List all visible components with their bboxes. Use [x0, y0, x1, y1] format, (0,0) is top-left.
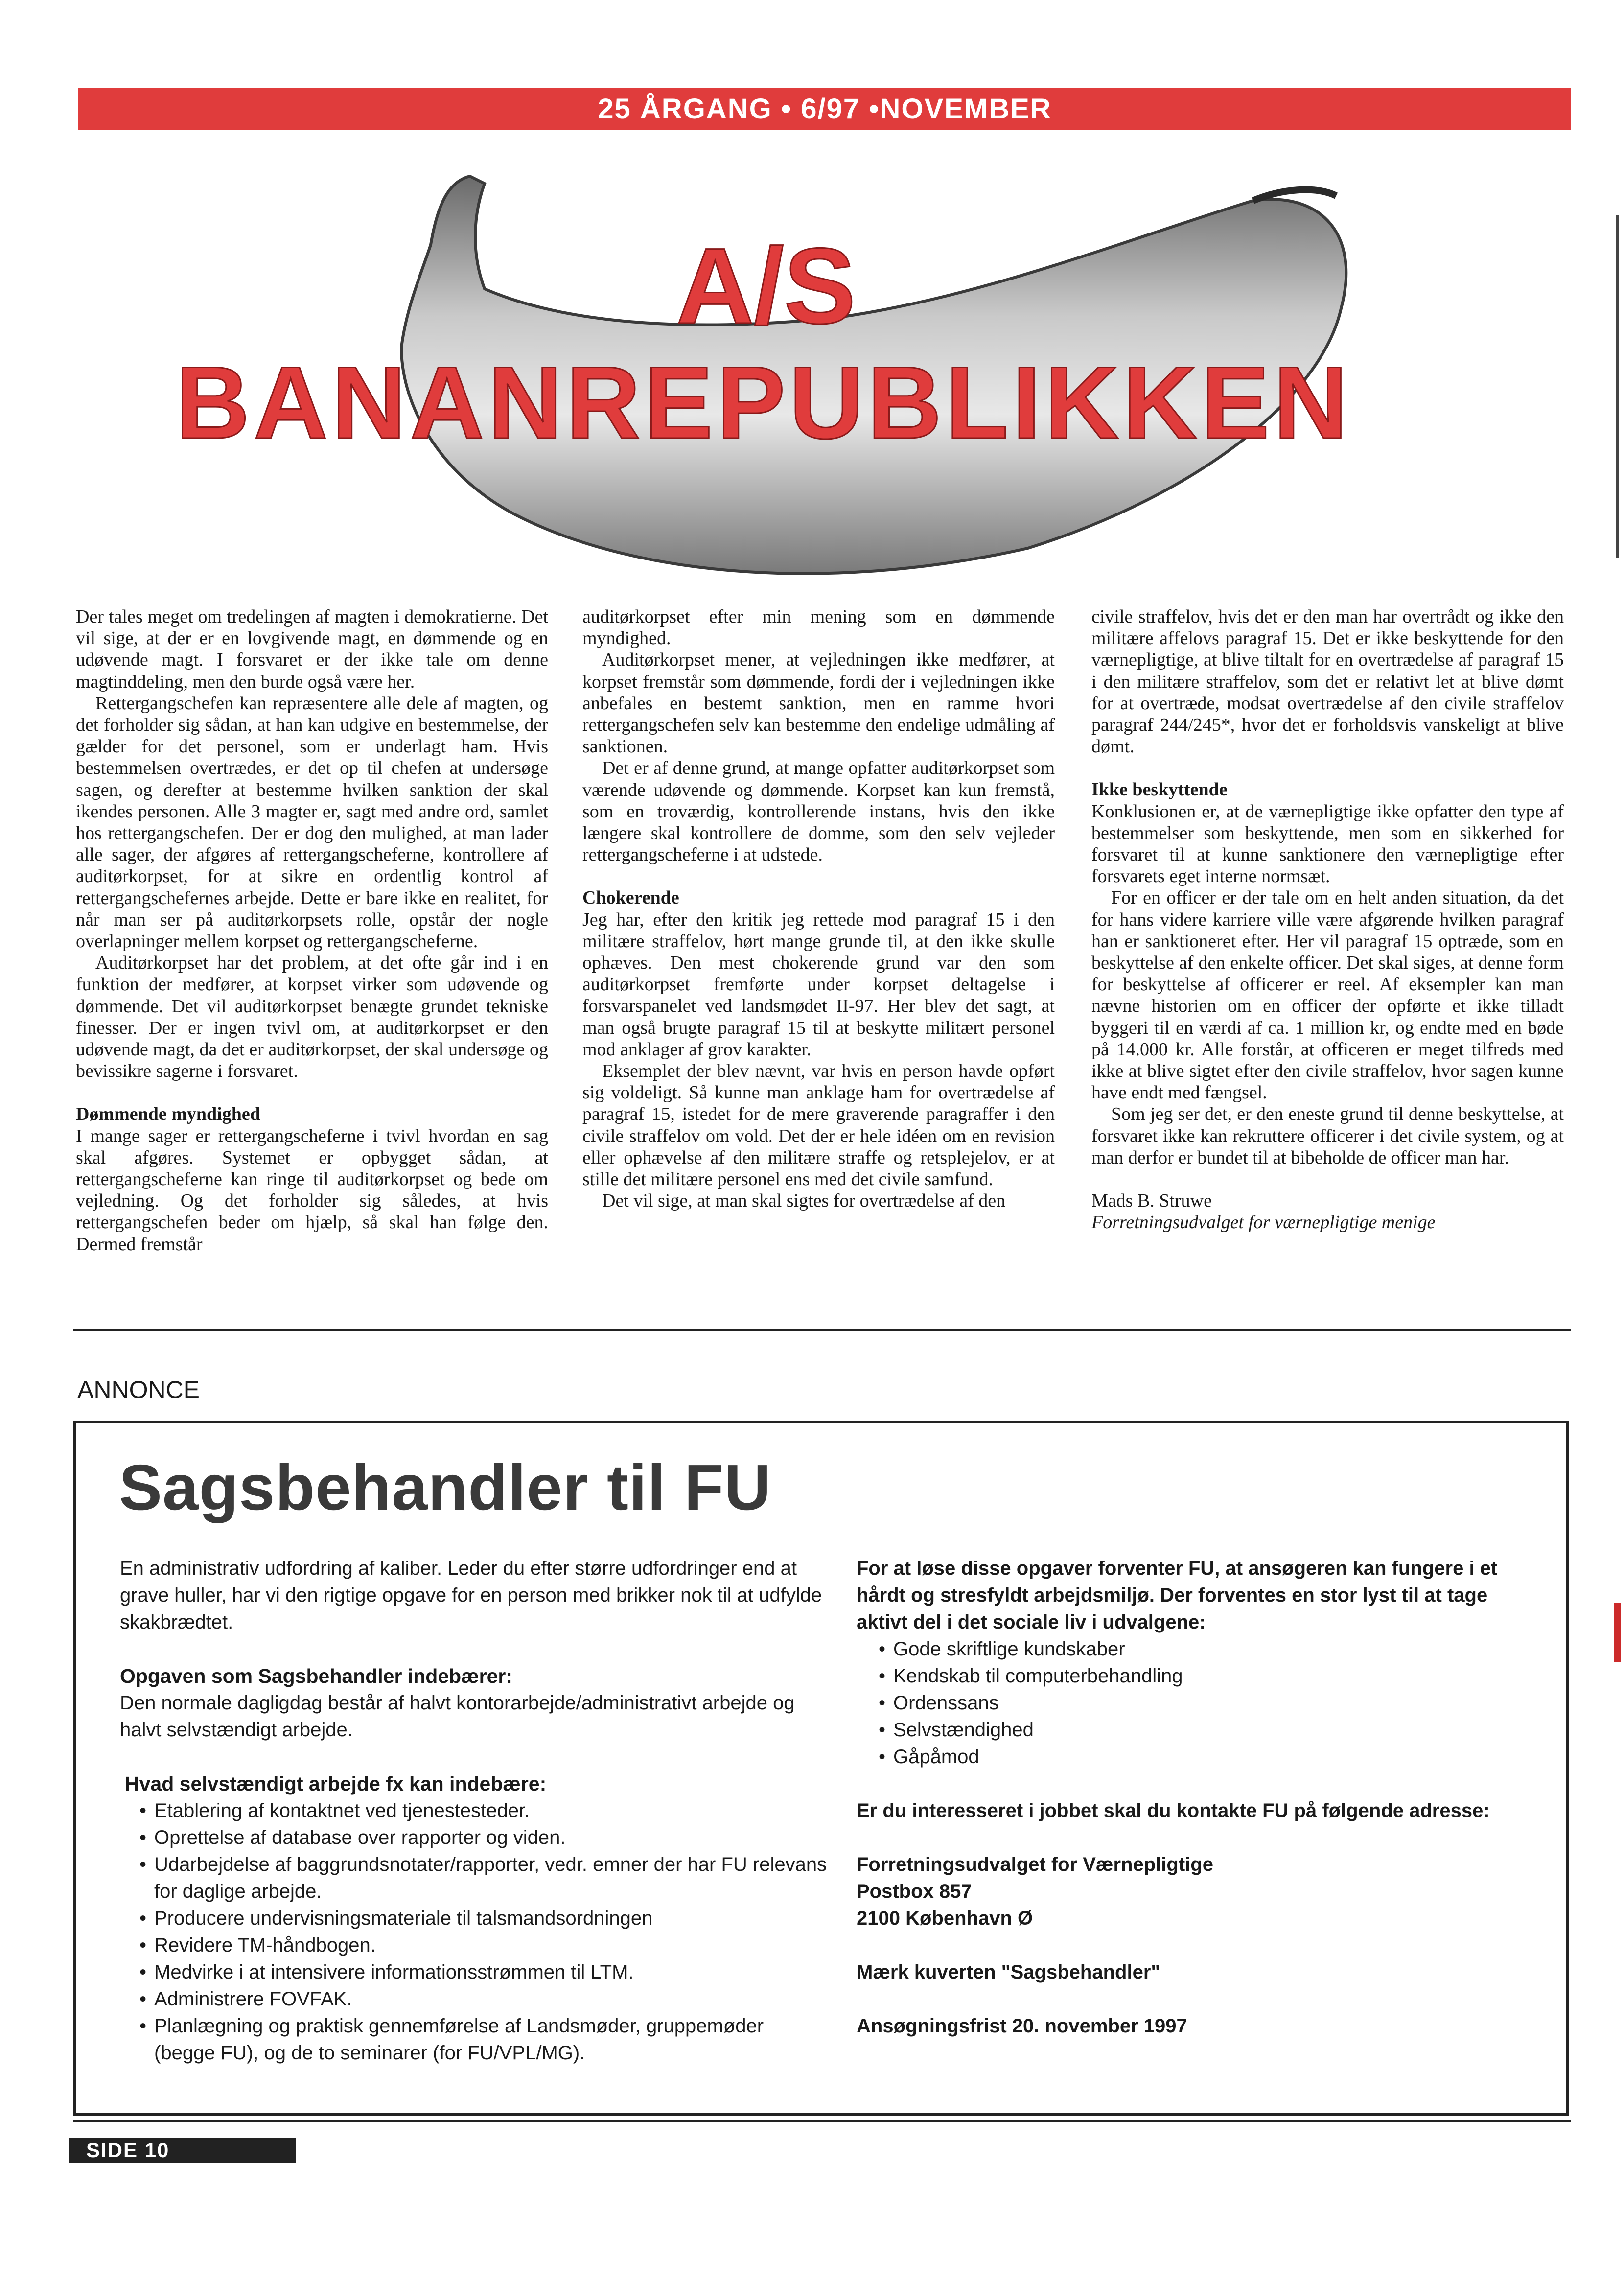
ad-subheading: Hvad selvstændigt arbejde fx kan indebære:: [125, 1772, 547, 1795]
paragraph: Auditørkorpset mener, at vejledningen ikke medfører, at korpset fremstår som dømmende, fordi der i vejledningen ikke anbefales en bestemt sanktion, men en ramme hvori rettergangschefen selv kan bestemme den endelige udmåling af sanktionen.: [582, 650, 1055, 757]
author-role: Forretningsudvalget for værnepligtige menige: [1091, 1212, 1436, 1233]
address-line: 2100 København Ø: [857, 1908, 1033, 1929]
list-item: • Producere undervisningsmateriale til talsmandsordningen: [139, 1905, 830, 1932]
list-item: • Revidere TM-håndbogen.: [139, 1932, 830, 1959]
ad-right-column: [857, 1555, 1532, 2040]
list-item: • Planlægning og praktisk gennemførelse af Landsmøder, gruppemøder (begge FU), og de to seminarer (for FU/VPL/MG).: [139, 2013, 830, 2067]
requirements-intro: For at løse disse opgaver forventer FU, at ansøgeren kan fungere i et hårdt og stresfyldt arbejdsmiljø. Der forventes en stor lyst til at tage aktivt del i det sociale liv i udvalgene:: [857, 1558, 1498, 1633]
article-column-1: [76, 606, 548, 1255]
ad-paragraph: Den normale dagligdag består af halvt kontorarbejde/administrativt arbejde og halvt selvstændigt arbejde.: [120, 1692, 795, 1741]
paragraph: Der tales meget om tredelingen af magten i demokratierne. Det vil sige, at der er en lovgivende magt, en dømmende og en udøvende magt. I forsvaret er der ikke tale om denne magtinddeling, men den burde også være her.: [76, 606, 548, 692]
paragraph: Eksemplet der blev nævnt, var hvis en person havde opført sig voldeligt. Så kunne man anklage ham for overtrædelse af paragraf 15, istedet for de mere graverende paragraffer i den civile straffelov om vold. Det der er hele idéen om en revision eller ophævelse af den militære straffe og retsplejelov, er at stille det militære personel ens med det civile samfund.: [582, 1061, 1055, 1190]
edge-mark: [1616, 215, 1619, 558]
page-number-tab: SIDE 10: [69, 2138, 296, 2163]
paragraph: I mange sager er rettergangscheferne i tvivl hvordan en sag skal afgøres. Systemet er opbygget sådan, at rettergangscheferne kan ringe til auditørkorpset og bede om vejledning. Og det forholder sig således, at hvis rettergangschefen beder om hjælp, så skal han følge den. Dermed fremstår: [76, 1125, 548, 1255]
article-column-2: [582, 606, 1055, 1211]
headline-line1: A/S: [676, 226, 856, 346]
envelope-note: Mærk kuverten "Sagsbehandler": [857, 1961, 1160, 1983]
subheading: Chokerende: [582, 887, 679, 909]
list-item: • Oprettelse af database over rapporter og viden.: [139, 1824, 830, 1851]
paragraph: Konklusionen er, at de værnepligtige ikke opfatter den type af bestemmelser som beskyttende, men som en sikkerhed for forsvaret til at kunne sanktionere den værnepligtige efter forsvarets eget interne normsæt.: [1091, 801, 1564, 887]
paragraph: For en officer er der tale om en helt anden situation, da det for hans videre karriere ville være afgørende hvilken paragraf han er sanktioneret efter. Her vil paragraf 15 optræde, som en beskyttelse af den enkelte officer. Det skal siges, at denne form for beskyttelse af officerer er reel. Af eksempler kan man nævne historien om en officer der opførte et ikke tilladt byggeri til en værdi af ca. 1 million kr, og endte med en bøde på 14.000 kr. Alle forstår, at officeren er meget tilfreds med ikke at blive sigtet efter den civile straffelov, hvor sagen kunne have endt med fængsel.: [1091, 887, 1564, 1103]
author-name: Mads B. Struwe: [1091, 1190, 1212, 1211]
edge-mark: [1614, 1603, 1621, 1662]
paragraph: Som jeg ser det, er den eneste grund til denne beskyttelse, at forsvaret ikke kan rekruttere officerer i det civile system, og at man derfor er bundet til at bibeholde de officer man har.: [1091, 1104, 1564, 1168]
list-item: • Medvirke i at intensivere informationsstrømmen til LTM.: [139, 1959, 830, 1986]
ad-title: Sagsbehandler til FU: [119, 1451, 771, 1523]
list-item: • Gode skriftlige kundskaber: [879, 1636, 1532, 1663]
list-item: • Gåpåmod: [879, 1744, 1532, 1770]
list-item: • Kendskab til computerbehandling: [879, 1663, 1532, 1690]
ad-left-column: [120, 1555, 830, 2067]
paragraph: auditørkorpset efter min mening som en dømmende myndighed.: [582, 606, 1055, 649]
headline-line2: BANANREPUBLIKKEN: [175, 345, 1352, 460]
bottom-rule: [73, 2120, 1571, 2122]
application-deadline: Ansøgningsfrist 20. november 1997: [857, 2015, 1187, 2037]
ad-subheading: Opgaven som Sagsbehandler indebærer:: [120, 1665, 512, 1687]
issue-banner: 25 ÅRGANG • 6/97 •NOVEMBER: [78, 88, 1571, 130]
address-line: Forretningsudvalget for Værnepligtige: [857, 1854, 1213, 1875]
list-item: • Selvstændighed: [879, 1717, 1532, 1744]
contact-intro: Er du interesseret i jobbet skal du kontakte FU på følgende adresse:: [857, 1800, 1490, 1821]
subheading: Ikke beskyttende: [1091, 779, 1228, 800]
paragraph: Auditørkorpset har det problem, at det ofte går ind i en funktion der medfører, at korpset virker som udøvende og dømmende. Det vil auditørkorpset benægte grundet tekniske finesser. Der er ingen tvivl om, at auditørkorpset er den udøvende magt, da det er auditørkorpset, der skal undersøge og bevissikre sagerne i forsvaret.: [76, 953, 548, 1082]
paragraph: Jeg har, efter den kritik jeg rettede mod paragraf 15 i den militære straffelov, hørt mange grunde til, at den ikke skulle ophæves. Den mest chokerende grund var den som auditørkorpset fremførte under korpset deltagelse i forsvarspanelet ved landsmødet II-97. Her blev det sagt, at man også brugte paragraf 15 til at beskytte militært personel mod anklager af grov karakter.: [582, 909, 1055, 1060]
ad-intro: En administrativ udfordring af kaliber. Leder du efter større udfordringer end at grave huller, har vi den rigtige opgave for en person med brikker nok til at udfylde skakbrædtet.: [120, 1558, 822, 1633]
task-list: [139, 1797, 830, 2067]
address-line: Postbox 857: [857, 1881, 972, 1902]
article-column-3: [1091, 606, 1564, 1233]
list-item: • Administrere FOVFAK.: [139, 1986, 830, 2013]
list-item: • Udarbejdelse af baggrundsnotater/rapporter, vedr. emner der har FU relevans for daglige arbejde.: [139, 1851, 830, 1905]
requirements-list: [879, 1636, 1532, 1770]
paragraph: civile straffelov, hvis det er den man har overtrådt og ikke den militære affelovs paragraf 15. Det er ikke beskyttende for den værnepligtige, at blive tiltalt for en overtrædelse af paragraf 15 i den militære straffelov, som det er relativt let at blive dømt for at overtræde, modsat overtrædelse af den civile straffelov paragraf 244/245*, hvor det er forholdsvis vanskeligt at blive dømt.: [1091, 606, 1564, 757]
paragraph: Rettergangschefen kan repræsentere alle dele af magten, og det forholder sig sådan, at han kan udgive en bestemmelse, der gælder for det personel, som er underlagt ham. Hvis bestemmelsen overtrædes, er det op til chefen at undersøge sagen, og derefter at bestemme hvilken sanktion der skal ikendes personen. Alle 3 magter er, sagt med andre ord, samlet hos rettergangschefen. Der er dog den mulighed, at man lader alle sager, der afgøres af rettergangscheferne, kontrollere af auditørkorpset, for at sikre en ordentlig kontrol af rettergangschefernes arbejde. Dette er bare ikke en realitet, for når man ser på auditørkorpsets rolle, opstår der nogle overlapninger mellem korpset og rettergangscheferne.: [76, 693, 548, 952]
list-item: • Etablering af kontaktnet ved tjenestesteder.: [139, 1797, 830, 1824]
ad-label: ANNONCE: [77, 1376, 200, 1403]
subheading: Dømmende myndighed: [76, 1104, 260, 1125]
job-advertisement: [73, 1421, 1569, 2116]
section-divider: [73, 1329, 1571, 1331]
paragraph: Det vil sige, at man skal sigtes for overtrædelse af den: [602, 1190, 1006, 1211]
paragraph: Det er af denne grund, at mange opfatter auditørkorpset som værende udøvende og dømmende. Korpset kan kun fremstå, som en troværdig, kontrollerende instans, hvis den ikke længere skal kontrollere de domme, som den selv vejleder rettergangscheferne i at udstede.: [582, 758, 1055, 865]
banana-headline-graphic: [0, 162, 1624, 602]
list-item: • Ordenssans: [879, 1690, 1532, 1717]
